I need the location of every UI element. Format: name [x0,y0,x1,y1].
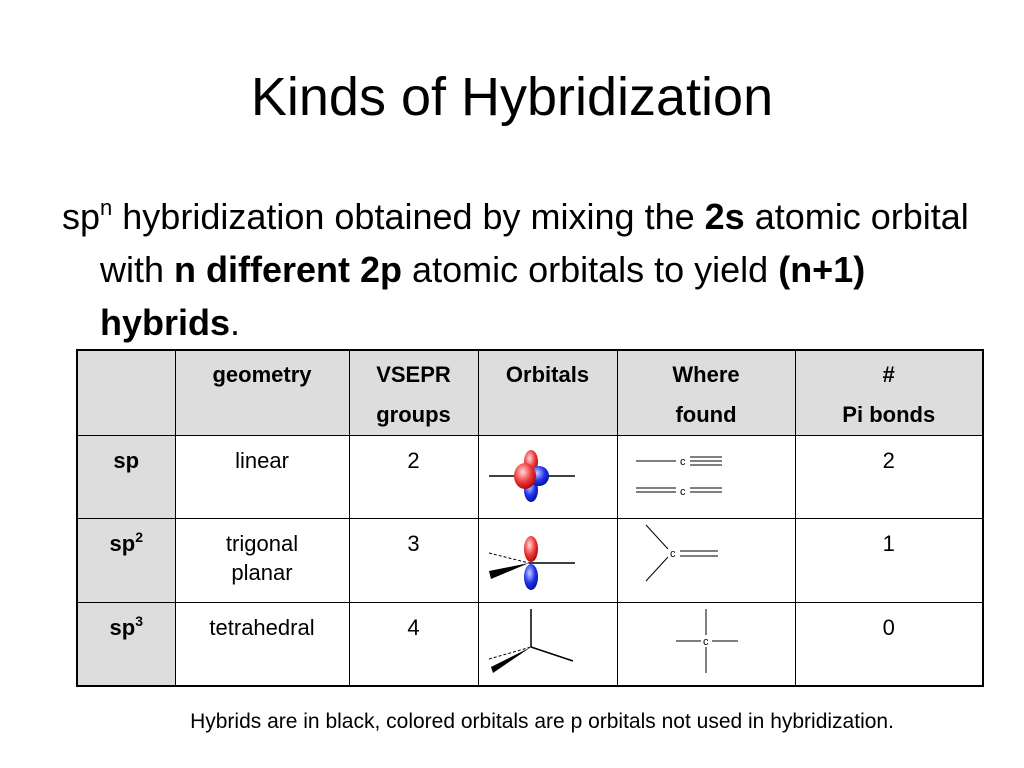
vsepr-cell [349,519,478,603]
sp2-orbital-diagram [479,519,617,602]
bullet-bold-hybrids: (n+1) hybrids [100,249,866,343]
sp-orbital-diagram [479,436,617,518]
header-pi-line2: Pi bonds [842,402,936,427]
geometry-line1: tetrahedral [209,615,315,640]
pi-bonds-value: 2 [882,448,895,473]
header-geometry-label: geometry [212,362,312,387]
vsepr-value: 3 [407,531,420,556]
pi-bonds-value: 1 [882,531,895,556]
alkane-structure [618,603,795,685]
pi-bonds-cell [795,603,983,687]
alkene-structure [618,519,795,602]
pi-bonds-cell [795,436,983,519]
vsepr-value: 4 [407,615,420,640]
orbitals-cell [478,436,617,519]
table-header-row [77,350,983,436]
header-orbitals [478,350,617,436]
geometry-line2: planar [231,560,293,585]
carbon-label: c [679,486,685,498]
header-vsepr-line2: groups [376,402,451,427]
row-hybridization-sp [77,436,175,519]
slide-title: Kinds of Hybridization [250,67,774,127]
header-pi-bonds [795,350,983,436]
hyb-superscript: 2 [135,529,143,545]
row-hybridization-sp3 [77,603,175,687]
footnote: Hybrids are in black, colored orbitals are p orbitals not used in hybridization. [190,710,894,733]
carbon-label: c [702,636,708,648]
header-where-line2: found [675,402,737,427]
alkyne-structure [618,436,795,518]
geometry-line1: linear [235,448,289,473]
pi-bonds-cell [795,519,983,603]
vsepr-value: 2 [407,448,420,473]
bullet-text-1: hybridization obtained by mixing the [112,196,705,237]
carbon-label: c [679,456,685,468]
hyb-label: sp [113,448,140,473]
sp-text: sp [62,196,101,237]
header-vsepr-line1: VSEPR [376,362,451,387]
hyb-label: sp [109,531,136,556]
table-row [77,603,983,687]
header-blank [77,350,175,436]
intro-bullet [62,190,1000,349]
geometry-line1: trigonal [225,531,299,556]
row-hybridization-sp2 [77,519,175,603]
orbitals-cell [478,603,617,687]
vsepr-cell [349,603,478,687]
sp3-orbital-diagram [479,603,617,685]
bullet-bold-2s: 2s [704,196,745,237]
table-row [77,436,983,519]
bullet-text-3: atomic orbitals to yield [402,249,779,290]
hyb-label: sp [109,615,136,640]
geometry-cell [175,436,349,519]
where-found-cell [617,603,795,687]
pi-bonds-value: 0 [882,615,895,640]
carbon-label: c [669,548,675,560]
header-orbitals-label: Orbitals [505,362,590,387]
hyb-superscript: 3 [135,613,143,629]
where-found-cell [617,519,795,603]
header-pi-line1: # [882,362,895,387]
table-row [77,519,983,603]
orbitals-cell [478,519,617,603]
header-vsepr [349,350,478,436]
hybridization-table [76,349,984,687]
vsepr-cell [349,436,478,519]
header-where-found [617,350,795,436]
geometry-cell [175,603,349,687]
bullet-text-4: . [230,302,241,343]
bullet-text-2: atomic orbital with [100,196,969,290]
header-where-line1: Where [672,362,740,387]
header-geometry [175,350,349,436]
where-found-cell [617,436,795,519]
bullet-bold-2p: n different 2p [174,249,403,290]
n-superscript: n [100,195,113,220]
geometry-cell [175,519,349,603]
